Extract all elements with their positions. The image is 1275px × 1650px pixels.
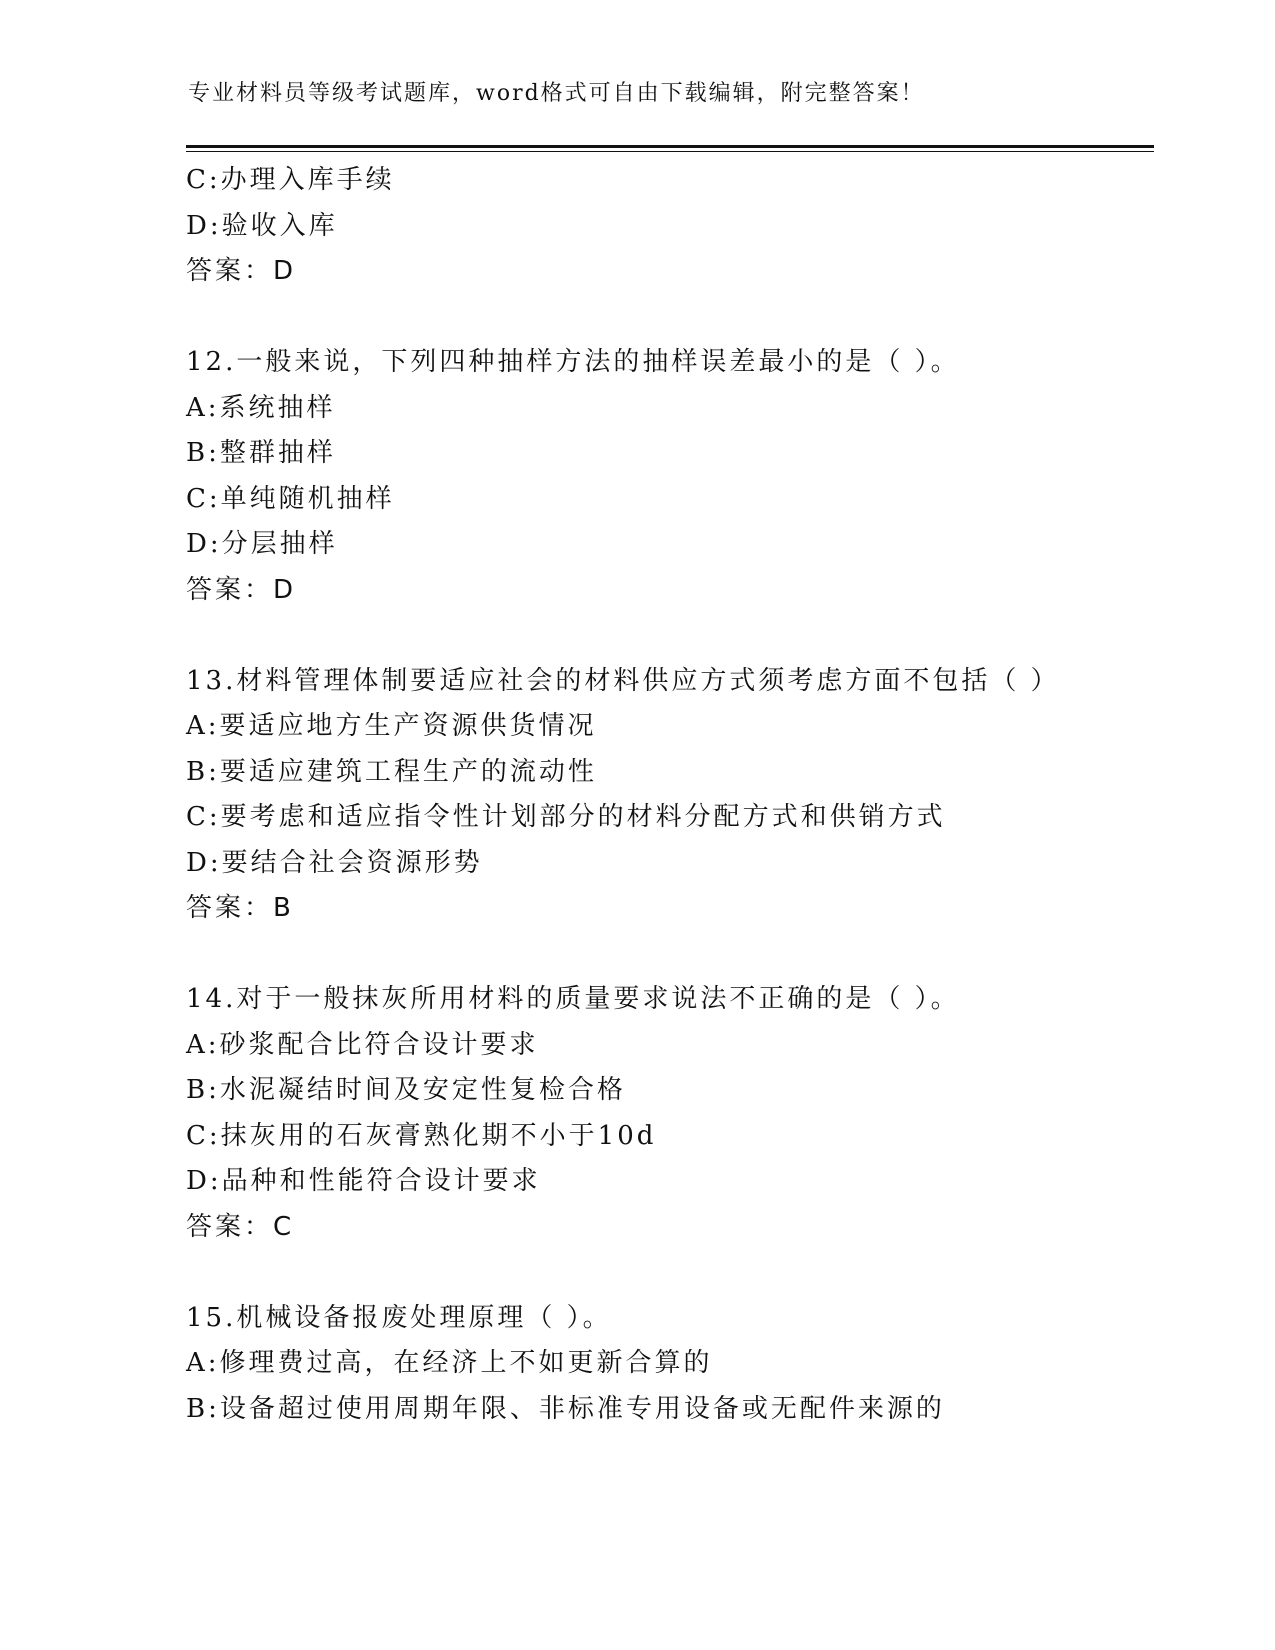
option-text: 修理费过高，在经济上不如更新合算的 <box>219 1348 713 1378</box>
option-text: 办理入库手续 <box>220 165 395 195</box>
option-label: B: <box>186 1075 220 1105</box>
option-label: D: <box>186 529 222 559</box>
question-stem <box>186 659 1154 705</box>
option-label: C: <box>186 1120 221 1151</box>
option-d <box>186 204 1154 250</box>
spacer <box>186 1250 1154 1296</box>
option-text: 砂浆配合比符合设计要求 <box>219 1029 539 1060</box>
option-text: 水泥凝结时间及安定性复检合格 <box>219 1075 626 1105</box>
page-header: 专业材料员等级考试题库，word格式可自由下载编辑，附完整答案！ <box>188 81 925 106</box>
question-15 <box>186 1296 1154 1433</box>
question-text: 材料管理体制要适应社会的材料供应方式须考虑方面不包括（ ） <box>236 665 1060 696</box>
question-number: 13. <box>186 665 237 696</box>
question-stem <box>186 340 1154 386</box>
option-label: C: <box>186 802 221 832</box>
spacer <box>186 932 1154 978</box>
option-text: 要结合社会资源形势 <box>221 847 483 878</box>
option-a <box>186 704 1154 750</box>
option-c <box>186 795 1154 841</box>
option-text: 要适应地方生产资源供货情况 <box>219 711 597 741</box>
option-b <box>186 1387 1154 1433</box>
option-label: D: <box>186 1166 222 1196</box>
question-text: 一般来说，下列四种抽样方法的抽样误差最小的是（ ）。 <box>236 347 960 377</box>
option-a <box>186 386 1154 432</box>
option-d <box>186 841 1154 887</box>
answer-line <box>186 249 1154 295</box>
question-stem <box>186 1296 1154 1342</box>
option-label: A: <box>186 711 220 741</box>
answer-label: 答案： <box>186 893 274 923</box>
answer-label: 答案： <box>186 1211 274 1242</box>
option-d <box>186 522 1154 568</box>
option-b <box>186 431 1154 477</box>
option-text: 系统抽样 <box>219 392 336 423</box>
option-label: B: <box>186 1393 220 1424</box>
option-b <box>186 1068 1154 1114</box>
option-text: 整群抽样 <box>219 438 336 468</box>
document-body <box>186 158 1154 1432</box>
answer-value: D <box>273 256 295 286</box>
option-text: 品种和性能符合设计要求 <box>221 1166 541 1196</box>
answer-value: D <box>273 574 295 605</box>
option-text: 要考虑和适应指令性计划部分的材料分配方式和供销方式 <box>220 802 946 832</box>
option-c <box>186 477 1154 523</box>
prev-question <box>186 158 1154 295</box>
option-text: 分层抽样 <box>221 529 338 559</box>
option-text: 要适应建筑工程生产的流动性 <box>219 756 597 787</box>
option-b <box>186 750 1154 796</box>
option-d <box>186 1159 1154 1205</box>
header-divider-thin <box>186 151 1154 152</box>
answer-value: B <box>273 893 292 923</box>
answer-label: 答案： <box>186 574 274 605</box>
option-label: A: <box>186 392 220 423</box>
option-label: A: <box>186 1348 220 1378</box>
option-text: 验收入库 <box>221 210 338 241</box>
option-c <box>186 1114 1154 1160</box>
option-text: 设备超过使用周期年限、非标准专用设备或无配件来源的 <box>219 1393 945 1424</box>
answer-line <box>186 568 1154 614</box>
answer-label: 答案： <box>186 256 274 286</box>
option-label: C: <box>186 483 221 514</box>
answer-value: C <box>273 1211 293 1242</box>
option-label: A: <box>186 1029 220 1060</box>
answer-line <box>186 1205 1154 1251</box>
spacer <box>186 295 1154 341</box>
question-number: 12. <box>186 347 237 377</box>
option-label: D: <box>186 210 222 241</box>
option-label: C: <box>186 165 221 195</box>
question-14 <box>186 977 1154 1250</box>
option-text: 单纯随机抽样 <box>220 483 395 514</box>
option-label: D: <box>186 847 222 878</box>
question-number: 15. <box>186 1302 237 1333</box>
spacer <box>186 613 1154 659</box>
option-c <box>186 158 1154 204</box>
option-a <box>186 1341 1154 1387</box>
header-divider-thick <box>186 145 1154 148</box>
question-text: 机械设备报废处理原理（ ）。 <box>236 1302 612 1333</box>
option-label: B: <box>186 756 220 787</box>
question-13 <box>186 659 1154 932</box>
option-text: 抹灰用的石灰膏熟化期不小于10d <box>220 1120 657 1151</box>
option-label: B: <box>186 438 220 468</box>
question-stem <box>186 977 1154 1023</box>
option-a <box>186 1023 1154 1069</box>
question-12 <box>186 340 1154 613</box>
question-number: 14. <box>186 984 237 1014</box>
answer-line <box>186 886 1154 932</box>
question-text: 对于一般抹灰所用材料的质量要求说法不正确的是（ ）。 <box>236 984 960 1014</box>
